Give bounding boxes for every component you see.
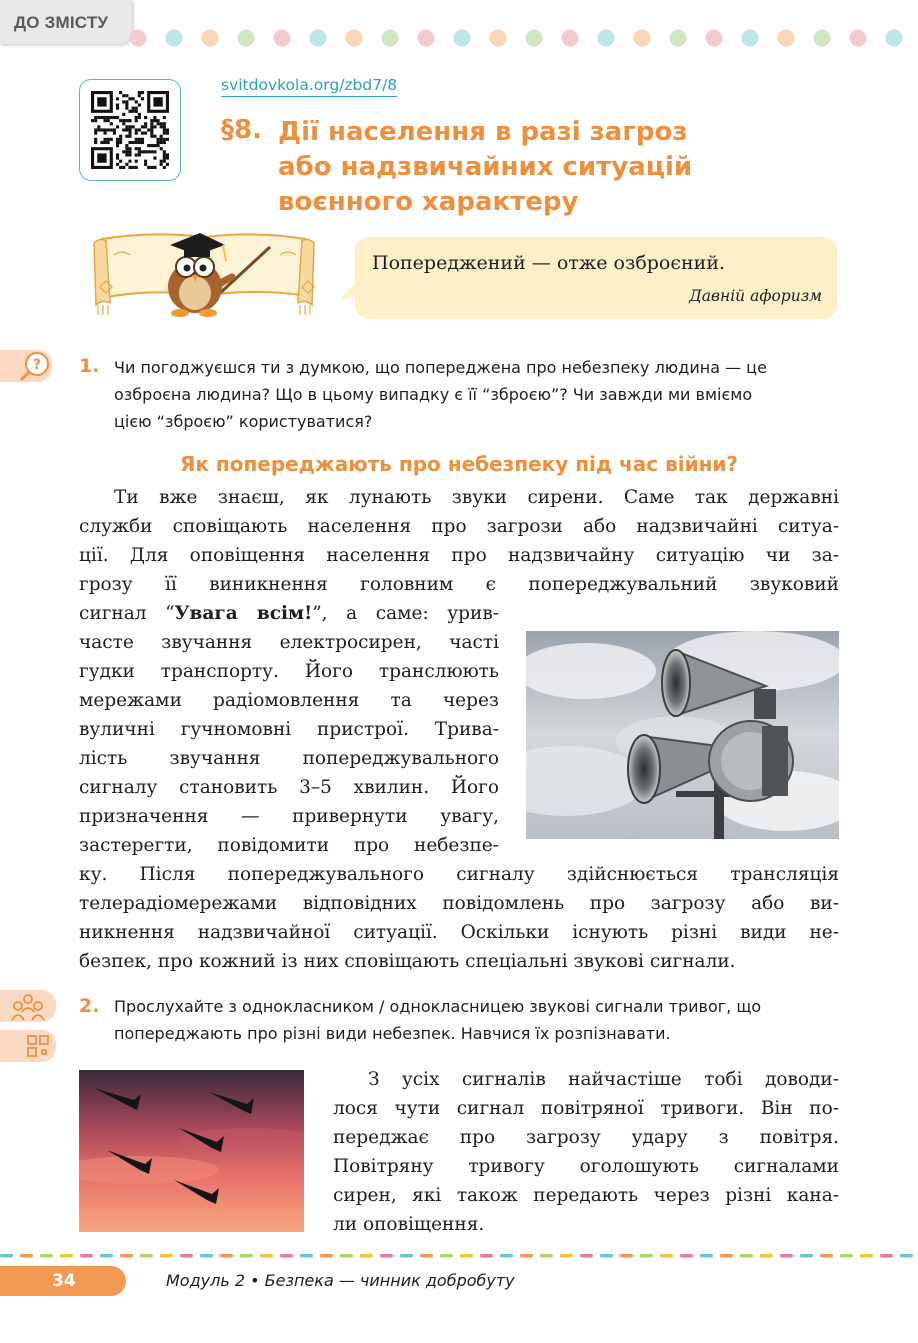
title-line: воєнного характеру: [278, 187, 579, 217]
decorative-dash: [360, 1254, 373, 1258]
decorative-dash: [500, 1254, 513, 1258]
question-text: Чи погоджуєшся ти з думкою, що попереджена про небезпеку людина — це: [114, 358, 767, 377]
decorative-dot: [742, 30, 759, 47]
decorative-dash: [860, 1254, 873, 1258]
decorative-dash: [520, 1254, 533, 1258]
body-text-line: гудки транспорту. Його транслюють: [79, 661, 499, 682]
decorative-dash: [160, 1254, 173, 1258]
decorative-dash: [200, 1254, 213, 1258]
resource-link[interactable]: svitdovkola.org/zbd7/8: [221, 76, 397, 97]
body-text-line: ції. Для оповіщення населення про надзвичайну ситуацію чи за-: [79, 545, 839, 566]
body-text-line: Повітряну тривогу оголошують сигналами: [333, 1156, 839, 1177]
qr-scan-icon: [0, 1030, 56, 1062]
decorative-dash: [320, 1254, 333, 1258]
footer-module-text: Модуль 2 • Безпека — чинник добробуту: [166, 1271, 515, 1290]
decorative-dot: [886, 30, 903, 47]
decorative-dot: [238, 30, 255, 47]
question-text: Прослухайте з однокласником / однокласницею звукові сигнали тривог, що: [114, 997, 762, 1016]
paragraph-number: §8.: [221, 115, 262, 145]
decorative-dash: [40, 1254, 53, 1258]
body-text-line: лість звучання попереджувального: [79, 748, 499, 769]
decorative-dash: [540, 1254, 553, 1258]
decorative-dash: [620, 1254, 633, 1258]
decorative-dash: [60, 1254, 73, 1258]
decorative-dot: [562, 30, 579, 47]
body-text-line: мережами радіомовлення та через: [79, 690, 499, 711]
body-text-line: ку. Після попереджувального сигналу здійснюється трансляція: [79, 864, 839, 885]
decorative-dot: [706, 30, 723, 47]
decorative-dash: [720, 1254, 733, 1258]
body-text-line: переджає про загрозу удару з повітря.: [333, 1127, 839, 1148]
decorative-dot: [814, 30, 831, 47]
decorative-dash: [220, 1254, 233, 1258]
body-text-line: служби сповіщають населення про загрози або надзвичайні ситуа-: [79, 516, 839, 537]
body-text-line: сигналу становить 3–5 хвилин. Його: [79, 777, 499, 798]
decorative-dash: [260, 1254, 273, 1258]
decorative-dash: [600, 1254, 613, 1258]
decorative-dash: [120, 1254, 133, 1258]
decorative-dot: [670, 30, 687, 47]
decorative-dash: [700, 1254, 713, 1258]
body-text-line: грозу її виникнення головним є попереджувальний звуковий: [79, 574, 839, 595]
decorative-dash: [80, 1254, 93, 1258]
decorative-dash: [400, 1254, 413, 1258]
body-text-line: лося чути сигнал повітряної тривоги. Він по-: [333, 1098, 839, 1119]
decorative-dash: [900, 1254, 913, 1258]
page-number: 34: [52, 1271, 76, 1291]
body-text-line: [79, 603, 499, 624]
body-text-line: часте звучання електросирен, часті: [79, 632, 499, 653]
table-of-contents-button[interactable]: [0, 0, 132, 44]
decorative-dot: [346, 30, 363, 47]
decorative-dash: [0, 1254, 13, 1258]
decorative-dot: [598, 30, 615, 47]
decorative-dot: [130, 30, 147, 47]
epigraph-quote: Попереджений — отже озброєний.: [372, 252, 726, 274]
decorative-dot: [274, 30, 291, 47]
owl-mascot-icon: [90, 225, 320, 320]
body-text-line: Ти вже знаєш, як лунають звуки сирени. Саме так державні: [114, 487, 839, 508]
decorative-dash: [480, 1254, 493, 1258]
body-text-line: ли оповіщення.: [333, 1214, 485, 1235]
decorative-dash: [680, 1254, 693, 1258]
body-text-line: телерадіомережами відповідних повідомлень про загрозу або ви-: [79, 893, 839, 914]
decorative-dot: [202, 30, 219, 47]
loudspeaker-siren-photo: [526, 631, 839, 839]
body-text-line: застерегти, повідомити про небезпе-: [79, 835, 499, 856]
quote-tail: [340, 278, 360, 302]
decorative-dash: [820, 1254, 833, 1258]
decorative-dots: [128, 29, 918, 47]
decorative-dash: [800, 1254, 813, 1258]
decorative-dash: [20, 1254, 33, 1258]
qr-code-icon[interactable]: [79, 79, 181, 181]
body-text-line: безпек, про кожний із них сповіщають спеціальні звукові сигнали.: [79, 951, 736, 972]
question-text: цією “зброєю” користуватися?: [114, 412, 373, 431]
text-fragment: сигнал “: [79, 603, 175, 624]
pair-work-icon: [0, 990, 56, 1022]
decorative-dot: [382, 30, 399, 47]
question-number: 2.: [79, 995, 100, 1017]
decorative-dash: [180, 1254, 193, 1258]
decorative-dash: [340, 1254, 353, 1258]
decorative-dash: [380, 1254, 393, 1258]
toc-label: ДО ЗМІСТУ: [14, 13, 109, 32]
decorative-dash: [240, 1254, 253, 1258]
text-fragment: ”, а саме: урив-: [312, 603, 499, 624]
decorative-dash: [760, 1254, 773, 1258]
epigraph-box: [355, 237, 837, 319]
body-text-line: никнення надзвичайної ситуації. Оскільки існують різні види не-: [79, 922, 839, 943]
decorative-dash: [880, 1254, 893, 1258]
decorative-dot: [778, 30, 795, 47]
decorative-dash: [780, 1254, 793, 1258]
body-text-line: призначення — привернути увагу,: [79, 806, 499, 827]
decorative-dash: [140, 1254, 153, 1258]
qr-code-pattern: [91, 91, 169, 169]
title-line: або надзвичайних ситуацій: [278, 152, 693, 182]
body-text-line: З усіх сигналів найчастіше тобі доводи-: [368, 1069, 839, 1090]
question-text: озброєна людина? Що в цьому випадку є її “зброєю”? Чи завжди ми вміємо: [114, 385, 753, 404]
decorative-dot: [850, 30, 867, 47]
epigraph-author: Давній афоризм: [689, 287, 822, 305]
question-text: попереджають про різні види небезпек. Навчися їх розпізнавати.: [114, 1024, 671, 1043]
decorative-dash: [300, 1254, 313, 1258]
decorative-dot: [634, 30, 651, 47]
decorative-dash: [100, 1254, 113, 1258]
decorative-dot: [418, 30, 435, 47]
body-text-line: вуличні гучномовні пристрої. Трива-: [79, 719, 499, 740]
decorative-dash: [560, 1254, 573, 1258]
decorative-dash: [440, 1254, 453, 1258]
question-magnifier-icon: [0, 350, 52, 382]
title-line: Дії населення в разі загроз: [278, 117, 688, 147]
decorative-dash-line: [0, 1253, 918, 1259]
page-title: [278, 115, 818, 220]
decorative-dash: [280, 1254, 293, 1258]
decorative-dash: [660, 1254, 673, 1258]
decorative-dash: [740, 1254, 753, 1258]
decorative-dash: [580, 1254, 593, 1258]
decorative-dash: [460, 1254, 473, 1258]
signal-name: Увага всім!: [174, 603, 313, 624]
svg-text:?: ?: [32, 357, 42, 373]
decorative-dash: [840, 1254, 853, 1258]
decorative-dot: [490, 30, 507, 47]
decorative-dash: [420, 1254, 433, 1258]
decorative-dash: [640, 1254, 653, 1258]
decorative-dot: [166, 30, 183, 47]
decorative-dot: [310, 30, 327, 47]
body-text-line: сирен, які також передають через різні кана-: [333, 1185, 839, 1206]
decorative-dot: [454, 30, 471, 47]
decorative-dot: [526, 30, 543, 47]
section-heading: Як попереджають про небезпеку під час війни?: [179, 452, 739, 476]
question-number: 1.: [79, 355, 100, 377]
drones-sky-photo: [79, 1070, 304, 1232]
